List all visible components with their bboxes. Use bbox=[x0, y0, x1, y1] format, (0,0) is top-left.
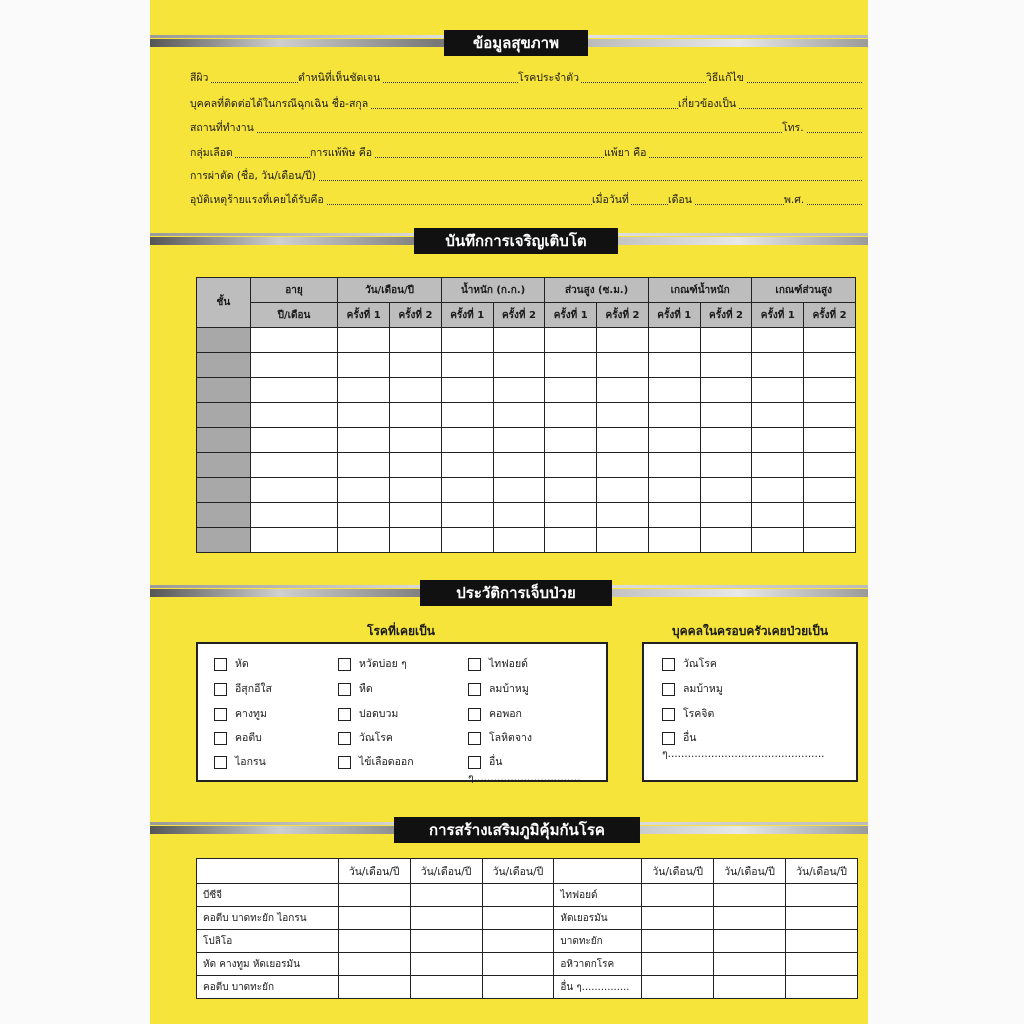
checkbox-icon[interactable] bbox=[468, 708, 481, 721]
growth-entry-cell[interactable] bbox=[338, 503, 390, 528]
label-year: พ.ศ. bbox=[784, 194, 805, 206]
growth-entry-cell[interactable] bbox=[700, 503, 752, 528]
checkbox-icon[interactable] bbox=[662, 658, 675, 671]
growth-subheader-1: ครั้งที่ 1 bbox=[752, 303, 804, 328]
checkbox-family-tuberculosis[interactable]: วัณโรค bbox=[662, 656, 717, 672]
growth-subheader-1: ครั้งที่ 1 bbox=[441, 303, 493, 328]
growth-entry-cell[interactable] bbox=[493, 403, 545, 428]
growth-entry-cell[interactable] bbox=[752, 453, 804, 478]
growth-entry-cell[interactable] bbox=[338, 528, 390, 553]
growth-entry-cell[interactable] bbox=[700, 328, 752, 353]
vaccine-date-cell[interactable] bbox=[642, 953, 714, 976]
growth-entry-cell[interactable] bbox=[441, 478, 493, 503]
checkbox-pertussis[interactable]: ไอกรน bbox=[214, 754, 266, 770]
growth-entry-cell[interactable] bbox=[545, 478, 597, 503]
growth-entry-cell[interactable] bbox=[250, 453, 338, 478]
health-record-page bbox=[150, 0, 868, 1024]
growth-entry-cell[interactable] bbox=[390, 453, 442, 478]
growth-entry-cell[interactable] bbox=[390, 528, 442, 553]
checkbox-asthma[interactable]: หืด bbox=[338, 681, 373, 697]
growth-entry-cell[interactable] bbox=[752, 428, 804, 453]
growth-entry-cell[interactable] bbox=[250, 503, 338, 528]
family-illness-box bbox=[642, 642, 858, 782]
growth-row bbox=[197, 353, 856, 378]
growth-entry-cell[interactable] bbox=[441, 428, 493, 453]
growth-entry-cell[interactable] bbox=[390, 503, 442, 528]
growth-entry-cell[interactable] bbox=[648, 453, 700, 478]
growth-entry-cell[interactable] bbox=[648, 428, 700, 453]
growth-class-cell bbox=[197, 353, 251, 378]
growth-entry-cell[interactable] bbox=[390, 378, 442, 403]
label-workplace: สถานที่ทำงาน bbox=[190, 122, 254, 134]
checkbox-chickenpox[interactable]: อีสุกอีใส bbox=[214, 681, 272, 697]
growth-entry-cell[interactable] bbox=[648, 503, 700, 528]
growth-header-date: วัน/เดือน/ปี bbox=[338, 278, 442, 303]
growth-header-age: อายุ bbox=[250, 278, 338, 303]
growth-entry-cell[interactable] bbox=[250, 353, 338, 378]
checkbox-icon[interactable] bbox=[214, 683, 227, 696]
checkbox-icon[interactable] bbox=[468, 732, 481, 745]
vaccine-name-left: หัด คางทูม หัดเยอรมัน bbox=[197, 953, 339, 976]
growth-entry-cell[interactable] bbox=[250, 378, 338, 403]
growth-entry-cell[interactable] bbox=[250, 528, 338, 553]
growth-entry-cell[interactable] bbox=[804, 328, 856, 353]
vaccine-date-cell[interactable] bbox=[482, 953, 554, 976]
growth-entry-cell[interactable] bbox=[700, 453, 752, 478]
growth-subheader-1: ครั้งที่ 1 bbox=[338, 303, 390, 328]
immunity-row bbox=[197, 953, 858, 976]
checkbox-family-psychosis[interactable]: โรคจิต bbox=[662, 706, 714, 722]
growth-entry-cell[interactable] bbox=[390, 428, 442, 453]
vaccine-date-cell[interactable] bbox=[786, 907, 858, 930]
label-skin: สีผิว bbox=[190, 72, 209, 84]
section-band-growth bbox=[150, 228, 868, 254]
growth-entry-cell[interactable] bbox=[390, 403, 442, 428]
growth-class-cell bbox=[197, 453, 251, 478]
label-contact: บุคคลที่ติดต่อได้ในกรณีฉุกเฉิน ชื่อ-สกุล bbox=[190, 98, 369, 110]
checkbox-icon[interactable] bbox=[214, 708, 227, 721]
checkbox-icon[interactable] bbox=[338, 658, 351, 671]
immunity-row bbox=[197, 884, 858, 907]
growth-row bbox=[197, 428, 856, 453]
growth-class-cell bbox=[197, 528, 251, 553]
vaccine-date-cell[interactable] bbox=[482, 930, 554, 953]
growth-entry-cell[interactable] bbox=[648, 403, 700, 428]
growth-header-weight-criteria: เกณฑ์น้ำหนัก bbox=[648, 278, 752, 303]
growth-subheader-1: ครั้งที่ 1 bbox=[648, 303, 700, 328]
growth-entry-cell[interactable] bbox=[700, 403, 752, 428]
section-title-growth: บันทึกการเจริญเติบโต bbox=[414, 228, 618, 254]
growth-subheader-2: ครั้งที่ 2 bbox=[493, 303, 545, 328]
growth-header-class: ชั้น bbox=[197, 278, 251, 328]
section-band-health bbox=[150, 30, 868, 56]
vaccine-date-cell[interactable] bbox=[786, 976, 858, 999]
vaccine-date-cell[interactable] bbox=[410, 907, 482, 930]
immunity-header-date: วัน/เดือน/ปี bbox=[410, 859, 482, 884]
growth-row bbox=[197, 328, 856, 353]
growth-entry-cell[interactable] bbox=[700, 378, 752, 403]
vaccine-date-cell[interactable] bbox=[714, 907, 786, 930]
health-line-contact[interactable] bbox=[190, 96, 862, 116]
vaccine-date-cell[interactable] bbox=[410, 976, 482, 999]
page-margin-right bbox=[868, 0, 1024, 1024]
vaccine-name-left: คอตีบ บาดทะยัก ไอกรน bbox=[197, 907, 339, 930]
growth-row bbox=[197, 453, 856, 478]
growth-entry-cell[interactable] bbox=[338, 378, 390, 403]
growth-entry-cell[interactable] bbox=[804, 378, 856, 403]
growth-row bbox=[197, 478, 856, 503]
checkbox-anemia[interactable]: โลหิตจาง bbox=[468, 730, 532, 746]
growth-entry-cell[interactable] bbox=[648, 528, 700, 553]
growth-entry-cell[interactable] bbox=[545, 503, 597, 528]
growth-entry-cell[interactable] bbox=[648, 378, 700, 403]
health-line-skin[interactable] bbox=[190, 70, 862, 90]
vaccine-date-cell[interactable] bbox=[642, 884, 714, 907]
growth-entry-cell[interactable] bbox=[648, 328, 700, 353]
growth-entry-cell[interactable] bbox=[597, 378, 649, 403]
immunity-header-date: วัน/เดือน/ปี bbox=[642, 859, 714, 884]
immunity-row bbox=[197, 930, 858, 953]
growth-entry-cell[interactable] bbox=[597, 478, 649, 503]
growth-row bbox=[197, 403, 856, 428]
checkbox-epilepsy[interactable]: ลมบ้าหมู bbox=[468, 681, 529, 697]
checkbox-diphtheria[interactable]: คอตีบ bbox=[214, 730, 262, 746]
growth-subheader-age: ปี/เดือน bbox=[250, 303, 338, 328]
growth-entry-cell[interactable] bbox=[493, 378, 545, 403]
growth-entry-cell[interactable] bbox=[648, 353, 700, 378]
growth-row bbox=[197, 503, 856, 528]
growth-entry-cell[interactable] bbox=[250, 478, 338, 503]
growth-entry-cell[interactable] bbox=[441, 503, 493, 528]
vaccine-date-cell[interactable] bbox=[786, 930, 858, 953]
label-month: เดือน bbox=[668, 194, 692, 206]
growth-entry-cell[interactable] bbox=[390, 478, 442, 503]
vaccine-date-cell[interactable] bbox=[338, 953, 410, 976]
growth-entry-cell[interactable] bbox=[597, 528, 649, 553]
growth-entry-cell[interactable] bbox=[441, 328, 493, 353]
health-line-accident[interactable] bbox=[190, 192, 862, 212]
immunity-header-date: วัน/เดือน/ปี bbox=[714, 859, 786, 884]
growth-entry-cell[interactable] bbox=[752, 378, 804, 403]
checkbox-icon[interactable] bbox=[662, 683, 675, 696]
checkbox-icon[interactable] bbox=[662, 732, 675, 745]
section-title-illness: ประวัติการเจ็บป่วย bbox=[420, 580, 612, 606]
immunity-header-date: วัน/เดือน/ปี bbox=[338, 859, 410, 884]
checkbox-frequent-cold[interactable]: หวัดบ่อย ๆ bbox=[338, 656, 407, 672]
growth-entry-cell[interactable] bbox=[752, 528, 804, 553]
label-drug: แพ้ยา คือ bbox=[604, 147, 647, 159]
growth-entry-cell[interactable] bbox=[597, 453, 649, 478]
growth-entry-cell[interactable] bbox=[390, 353, 442, 378]
vaccine-name-right: อหิวาตกโรค bbox=[554, 953, 642, 976]
vaccine-date-cell[interactable] bbox=[642, 930, 714, 953]
checkbox-icon[interactable] bbox=[214, 658, 227, 671]
vaccine-name-left: คอตีบ บาดทะยัก bbox=[197, 976, 339, 999]
growth-entry-cell[interactable] bbox=[493, 328, 545, 353]
checkbox-measles[interactable]: หัด bbox=[214, 656, 249, 672]
growth-entry-cell[interactable] bbox=[648, 478, 700, 503]
immunity-table bbox=[196, 858, 858, 999]
vaccine-date-cell[interactable] bbox=[642, 907, 714, 930]
past-illness-box bbox=[196, 642, 608, 782]
vaccine-name-left: โปลิโอ bbox=[197, 930, 339, 953]
section-band-illness bbox=[150, 580, 868, 606]
growth-entry-cell[interactable] bbox=[545, 453, 597, 478]
health-line-surgery[interactable] bbox=[190, 168, 862, 188]
growth-class-cell bbox=[197, 478, 251, 503]
vaccine-date-cell[interactable] bbox=[714, 976, 786, 999]
growth-entry-cell[interactable] bbox=[338, 353, 390, 378]
growth-entry-cell[interactable] bbox=[493, 478, 545, 503]
growth-subheader-2: ครั้งที่ 2 bbox=[597, 303, 649, 328]
growth-entry-cell[interactable] bbox=[545, 528, 597, 553]
checkbox-icon[interactable] bbox=[214, 732, 227, 745]
growth-entry-cell[interactable] bbox=[700, 478, 752, 503]
growth-entry-cell[interactable] bbox=[493, 503, 545, 528]
growth-entry-cell[interactable] bbox=[390, 328, 442, 353]
growth-entry-cell[interactable] bbox=[338, 403, 390, 428]
section-title-health: ข้อมูลสุขภาพ bbox=[444, 30, 588, 56]
vaccine-date-cell[interactable] bbox=[786, 884, 858, 907]
vaccine-date-cell[interactable] bbox=[786, 953, 858, 976]
label-mark: ตำหนิที่เห็นชัดเจน bbox=[298, 72, 381, 84]
growth-entry-cell[interactable] bbox=[597, 428, 649, 453]
vaccine-date-cell[interactable] bbox=[482, 976, 554, 999]
vaccine-name-right: หัดเยอรมัน bbox=[554, 907, 642, 930]
growth-subheader-1: ครั้งที่ 1 bbox=[545, 303, 597, 328]
checkbox-mumps[interactable]: คางทูม bbox=[214, 706, 267, 722]
growth-entry-cell[interactable] bbox=[250, 428, 338, 453]
health-line-workplace[interactable] bbox=[190, 120, 862, 140]
growth-entry-cell[interactable] bbox=[545, 353, 597, 378]
growth-entry-cell[interactable] bbox=[441, 528, 493, 553]
growth-table-body bbox=[197, 328, 856, 553]
growth-class-cell bbox=[197, 328, 251, 353]
growth-entry-cell[interactable] bbox=[597, 328, 649, 353]
vaccine-date-cell[interactable] bbox=[642, 976, 714, 999]
immunity-header-date: วัน/เดือน/ปี bbox=[786, 859, 858, 884]
vaccine-date-cell[interactable] bbox=[338, 884, 410, 907]
growth-class-cell bbox=[197, 378, 251, 403]
growth-entry-cell[interactable] bbox=[545, 328, 597, 353]
growth-entry-cell[interactable] bbox=[441, 453, 493, 478]
growth-entry-cell[interactable] bbox=[338, 328, 390, 353]
label-surgery: การผ่าตัด (ชื่อ, วัน/เดือน/ปี) bbox=[190, 170, 316, 182]
growth-entry-cell[interactable] bbox=[597, 353, 649, 378]
growth-entry-cell[interactable] bbox=[597, 503, 649, 528]
growth-class-cell bbox=[197, 428, 251, 453]
checkbox-icon[interactable] bbox=[468, 756, 481, 769]
growth-entry-cell[interactable] bbox=[752, 328, 804, 353]
checkbox-pneumonia[interactable]: ปอดบวม bbox=[338, 706, 398, 722]
section-title-immunity: การสร้างเสริมภูมิคุ้มกันโรค bbox=[394, 817, 640, 843]
vaccine-date-cell[interactable] bbox=[338, 976, 410, 999]
past-illness-title: โรคที่เคยเป็น bbox=[367, 624, 435, 638]
label-blood: กลุ่มเลือด bbox=[190, 147, 233, 159]
growth-entry-cell[interactable] bbox=[752, 478, 804, 503]
immunity-header-date: วัน/เดือน/ปี bbox=[482, 859, 554, 884]
checkbox-tuberculosis[interactable]: วัณโรค bbox=[338, 730, 393, 746]
immunity-row bbox=[197, 976, 858, 999]
growth-entry-cell[interactable] bbox=[752, 403, 804, 428]
growth-entry-cell[interactable] bbox=[338, 453, 390, 478]
growth-entry-cell[interactable] bbox=[804, 528, 856, 553]
growth-entry-cell[interactable] bbox=[338, 428, 390, 453]
growth-subheader-2: ครั้งที่ 2 bbox=[700, 303, 752, 328]
vaccine-date-cell[interactable] bbox=[338, 907, 410, 930]
checkbox-icon[interactable] bbox=[468, 683, 481, 696]
vaccine-date-cell[interactable] bbox=[482, 884, 554, 907]
growth-header-height: ส่วนสูง (ซ.ม.) bbox=[545, 278, 649, 303]
immunity-row bbox=[197, 907, 858, 930]
growth-entry-cell[interactable] bbox=[545, 378, 597, 403]
growth-entry-cell[interactable] bbox=[804, 353, 856, 378]
label-remedy: วิธีแก้ไข bbox=[706, 72, 744, 84]
page-margin-left bbox=[0, 0, 150, 1024]
growth-entry-cell[interactable] bbox=[700, 428, 752, 453]
checkbox-icon[interactable] bbox=[338, 756, 351, 769]
checkbox-goiter[interactable]: คอพอก bbox=[468, 706, 522, 722]
vaccine-date-cell[interactable] bbox=[410, 884, 482, 907]
vaccine-date-cell[interactable] bbox=[714, 953, 786, 976]
vaccine-name-left: บีซีจี bbox=[197, 884, 339, 907]
growth-entry-cell[interactable] bbox=[250, 403, 338, 428]
label-relation: เกี่ยวข้องเป็น bbox=[678, 98, 737, 110]
checkbox-icon[interactable] bbox=[214, 756, 227, 769]
growth-entry-cell[interactable] bbox=[545, 428, 597, 453]
checkbox-icon[interactable] bbox=[338, 732, 351, 745]
growth-entry-cell[interactable] bbox=[804, 428, 856, 453]
immunity-table-body bbox=[197, 884, 858, 999]
health-line-blood[interactable] bbox=[190, 145, 862, 165]
growth-entry-cell[interactable] bbox=[700, 528, 752, 553]
checkbox-icon[interactable] bbox=[338, 683, 351, 696]
growth-entry-cell[interactable] bbox=[441, 353, 493, 378]
vaccine-date-cell[interactable] bbox=[338, 930, 410, 953]
growth-entry-cell[interactable] bbox=[597, 403, 649, 428]
checkbox-family-epilepsy[interactable]: ลมบ้าหมู bbox=[662, 681, 723, 697]
growth-table bbox=[196, 277, 856, 553]
label-date: เมื่อวันที่ bbox=[592, 194, 629, 206]
checkbox-dengue[interactable]: ไข้เลือดออก bbox=[338, 754, 414, 770]
growth-entry-cell[interactable] bbox=[441, 403, 493, 428]
growth-header-height-criteria: เกณฑ์ส่วนสูง bbox=[752, 278, 856, 303]
growth-entry-cell[interactable] bbox=[493, 528, 545, 553]
family-illness-title: บุคคลในครอบครัวเคยป่วยเป็น bbox=[671, 624, 829, 638]
growth-header-weight: น้ำหนัก (ก.ก.) bbox=[441, 278, 545, 303]
vaccine-name-right: อื่น ๆ............... bbox=[554, 976, 642, 999]
growth-entry-cell[interactable] bbox=[493, 453, 545, 478]
growth-entry-cell[interactable] bbox=[493, 353, 545, 378]
growth-entry-cell[interactable] bbox=[804, 403, 856, 428]
growth-class-cell bbox=[197, 403, 251, 428]
vaccine-name-right: ไทฟอยด์ bbox=[554, 884, 642, 907]
growth-entry-cell[interactable] bbox=[752, 503, 804, 528]
immunity-header-blank bbox=[197, 859, 339, 884]
checkbox-icon[interactable] bbox=[662, 708, 675, 721]
checkbox-icon[interactable] bbox=[338, 708, 351, 721]
checkbox-other[interactable]: อื่น ๆ................................ bbox=[468, 756, 581, 784]
growth-entry-cell[interactable] bbox=[441, 378, 493, 403]
vaccine-name-right: บาดทะยัก bbox=[554, 930, 642, 953]
growth-subheader-2: ครั้งที่ 2 bbox=[390, 303, 442, 328]
growth-entry-cell[interactable] bbox=[338, 478, 390, 503]
vaccine-date-cell[interactable] bbox=[482, 907, 554, 930]
growth-entry-cell[interactable] bbox=[804, 453, 856, 478]
checkbox-family-other[interactable]: อื่น ๆ............................................... bbox=[662, 732, 825, 760]
vaccine-date-cell[interactable] bbox=[714, 884, 786, 907]
growth-entry-cell[interactable] bbox=[804, 503, 856, 528]
vaccine-date-cell[interactable] bbox=[410, 953, 482, 976]
growth-entry-cell[interactable] bbox=[700, 353, 752, 378]
immunity-header-blank bbox=[554, 859, 642, 884]
growth-entry-cell[interactable] bbox=[752, 353, 804, 378]
section-band-immunity bbox=[150, 817, 868, 843]
checkbox-icon[interactable] bbox=[468, 658, 481, 671]
growth-subheader-2: ครั้งที่ 2 bbox=[804, 303, 856, 328]
label-accident: อุบัติเหตุร้ายแรงที่เคยได้รับคือ bbox=[190, 194, 324, 206]
growth-entry-cell[interactable] bbox=[493, 428, 545, 453]
label-toxin: การแพ้พิษ คือ bbox=[310, 147, 373, 159]
growth-class-cell bbox=[197, 503, 251, 528]
growth-row bbox=[197, 378, 856, 403]
growth-entry-cell[interactable] bbox=[804, 478, 856, 503]
checkbox-typhoid[interactable]: ไทฟอยด์ bbox=[468, 656, 528, 672]
vaccine-date-cell[interactable] bbox=[410, 930, 482, 953]
growth-row bbox=[197, 528, 856, 553]
label-phone: โทร. bbox=[782, 122, 804, 134]
growth-entry-cell[interactable] bbox=[545, 403, 597, 428]
vaccine-date-cell[interactable] bbox=[714, 930, 786, 953]
label-disease: โรคประจำตัว bbox=[518, 72, 580, 84]
growth-entry-cell[interactable] bbox=[250, 328, 338, 353]
